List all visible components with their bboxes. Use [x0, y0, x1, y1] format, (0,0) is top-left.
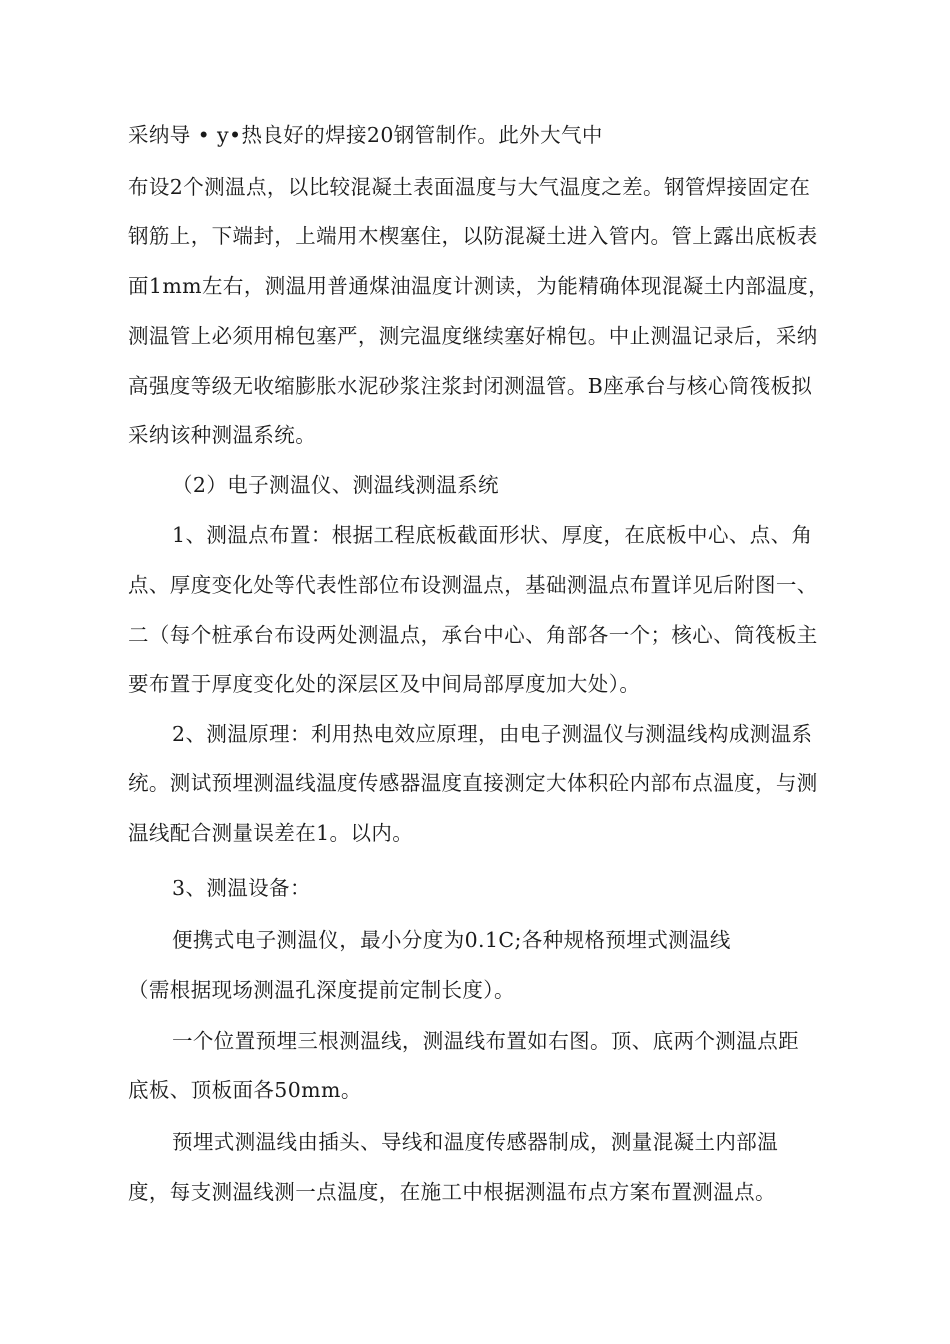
text-line: 二（每个桩承台布设两处测温点，承台中心、角部各一个；核心、筒筏板主 [128, 623, 818, 647]
text-line: 便携式电子测温仪，最小分度为0.1C;各种规格预埋式测温线 [172, 928, 731, 952]
text-line: 度，每支测温线测一点温度，在施工中根据测温布点方案布置测温点。 [128, 1180, 776, 1204]
text-line: 钢筋上，下端封，上端用木楔塞住，以防混凝土进入管内。管上露出底板表 [128, 224, 818, 248]
text-line: 一个位置预埋三根测温线，测温线布置如右图。顶、底两个测温点距 [172, 1029, 799, 1053]
text-line: 高强度等级无收缩膨胀水泥砂浆注浆封闭测温管。B座承台与核心筒筏板拟 [128, 374, 813, 398]
text-line: 采纳导 • y•热良好的焊接20钢管制作。此外大气中 [128, 123, 603, 147]
section-heading: （2）电子测温仪、测温线测温系统 [172, 473, 499, 497]
text-line: 采纳该种测温系统。 [128, 423, 317, 447]
text-line: 底板、顶板面各50mm。 [128, 1078, 362, 1102]
text-line: 温线配合测量误差在1。以内。 [128, 821, 414, 845]
text-line: 面1mm左右，测温用普通煤油温度计测读，为能精确体现混凝土内部温度， [128, 274, 830, 298]
text-line: 要布置于厚度变化处的深层区及中间局部厚度加大处）。 [128, 672, 641, 696]
text-line: 测温管上必须用棉包塞严，测完温度继续塞好棉包。中止测温记录后，采纳 [128, 324, 818, 348]
text-line: 布设2个测温点，以比较混凝土表面温度与大气温度之差。钢管焊接固定在 [128, 175, 811, 199]
text-line: 1、测温点布置：根据工程底板截面形状、厚度，在底板中心、点、角 [172, 523, 813, 547]
text-line: 预埋式测温线由插头、导线和温度传感器制成，测量混凝土内部温 [172, 1130, 779, 1154]
text-line: （需根据现场测温孔深度提前定制长度）。 [128, 978, 515, 1002]
text-line: 统。测试预埋测温线温度传感器温度直接测定大体积砼内部布点温度，与测 [128, 771, 818, 795]
text-line: 2、测温原理：利用热电效应原理，由电子测温仪与测温线构成测温系 [172, 722, 813, 746]
text-line: 3、测温设备： [172, 876, 311, 900]
text-line: 点、厚度变化处等代表性部位布设测温点，基础测温点布置详见后附图一、 [128, 573, 818, 597]
